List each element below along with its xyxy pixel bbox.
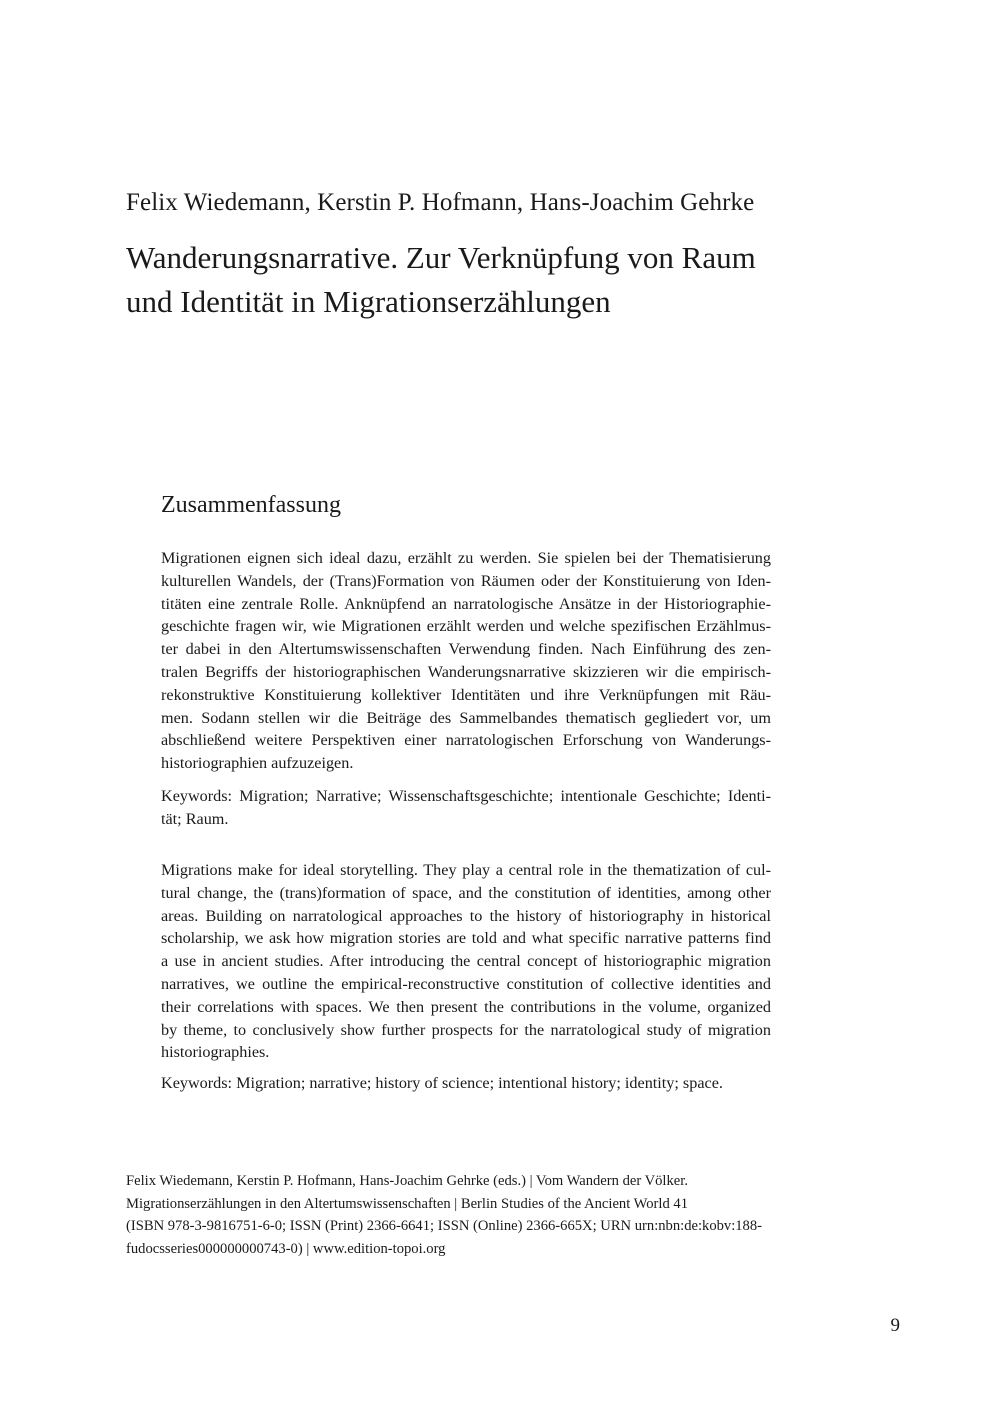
abstract-line: ter dabei in den Altertumswissenschaften Verwendung finden. Nach Einführung des zen- bbox=[161, 640, 771, 659]
abstract-line: tural change, the (trans)formation of space, and the constitution of identities, among other bbox=[161, 883, 771, 902]
abstract-english bbox=[161, 859, 771, 1064]
abstract-line: kulturellen Wandels, der (Trans)Formation von Räumen oder der Konstituierung von Iden- bbox=[161, 571, 771, 590]
footer-line: Migrationserzählungen in den Altertumswissenschaften | Berlin Studies of the Ancient World 41 bbox=[126, 1195, 689, 1212]
keywords-line: tät; Raum. bbox=[161, 809, 229, 828]
keywords-line: Keywords: Migration; narrative; history of science; intentional history; identity; space. bbox=[161, 1074, 723, 1092]
footer-line: (ISBN 978-3-9816751-6-0; ISSN (Print) 2366-6641; ISSN (Online) 2366-665X; URN urn:nbn:de:kobv:188- bbox=[126, 1218, 763, 1235]
title-line: Wanderungsnarrative. Zur Verknüpfung von Raum bbox=[126, 240, 756, 275]
abstract-line: geschichte fragen wir, wie Migrationen erzählt werden und welche spezifischen Erzählmus- bbox=[161, 617, 771, 636]
footer-line: Felix Wiedemann, Kerstin P. Hofmann, Hans-Joachim Gehrke (eds.) | Vom Wandern der Völker. bbox=[126, 1173, 688, 1189]
abstract-line: abschließend weitere Perspektiven einer narratologischen Erforschung von Wanderungs- bbox=[161, 731, 771, 750]
article-title bbox=[126, 236, 866, 324]
abstract-line: men. Sodann stellen wir die Beiträge des Sammelbandes thematisch gegliedert vor, um bbox=[161, 708, 771, 727]
abstract-line: historiographies. bbox=[161, 1043, 270, 1062]
abstract-german bbox=[161, 547, 771, 775]
keywords-english bbox=[161, 1072, 771, 1095]
authors: Felix Wiedemann, Kerstin P. Hofmann, Hans-Joachim Gehrke bbox=[126, 189, 755, 216]
abstract-line: tralen Begriffs der historiographischen Wanderungsnarrative skizzieren wir die empirisch- bbox=[161, 662, 771, 681]
abstract-line: narratives, we outline the empirical-reconstructive constitution of collective identities and bbox=[161, 974, 771, 993]
abstract-line: historiographien aufzuzeigen. bbox=[161, 754, 354, 773]
keywords-german bbox=[161, 785, 771, 831]
abstract-heading: Zusammenfassung bbox=[161, 492, 341, 518]
abstract-line: their correlations with spaces. We then present the contributions in the volume, organized bbox=[161, 997, 771, 1016]
abstract-line: a use in ancient studies. After introducing the central concept of historiographic migration bbox=[161, 952, 771, 971]
abstract-line: by theme, to conclusively show further prospects for the narratological study of migration bbox=[161, 1020, 771, 1039]
keywords-line: Keywords: Migration; Narrative; Wissenschaftsgeschichte; intentionale Geschichte; Identi- bbox=[161, 787, 771, 805]
title-line: und Identität in Migrationserzählungen bbox=[126, 284, 611, 319]
abstract-line: titäten eine zentrale Rolle. Anknüpfend an narratologische Ansätze in der Historiographie- bbox=[161, 594, 771, 613]
citation-footer bbox=[126, 1170, 776, 1260]
abstract-line: scholarship, we ask how migration stories are told and what specific narrative patterns find bbox=[161, 929, 771, 948]
footer-line: fudocsseries000000000743-0) | www.edition-topoi.org bbox=[126, 1240, 446, 1257]
abstract-line: rekonstruktive Konstituierung kollektiver Identitäten und ihre Verknüpfungen mit Räu- bbox=[161, 685, 771, 704]
abstract-line: Migrations make for ideal storytelling. They play a central role in the thematization of cul- bbox=[161, 861, 771, 879]
abstract-line: areas. Building on narratological approaches to the history of historiography in historical bbox=[161, 906, 771, 925]
abstract-line: Migrationen eignen sich ideal dazu, erzählt zu werden. Sie spielen bei der Thematisierung bbox=[161, 549, 771, 567]
page-number: 9 bbox=[890, 1315, 900, 1336]
